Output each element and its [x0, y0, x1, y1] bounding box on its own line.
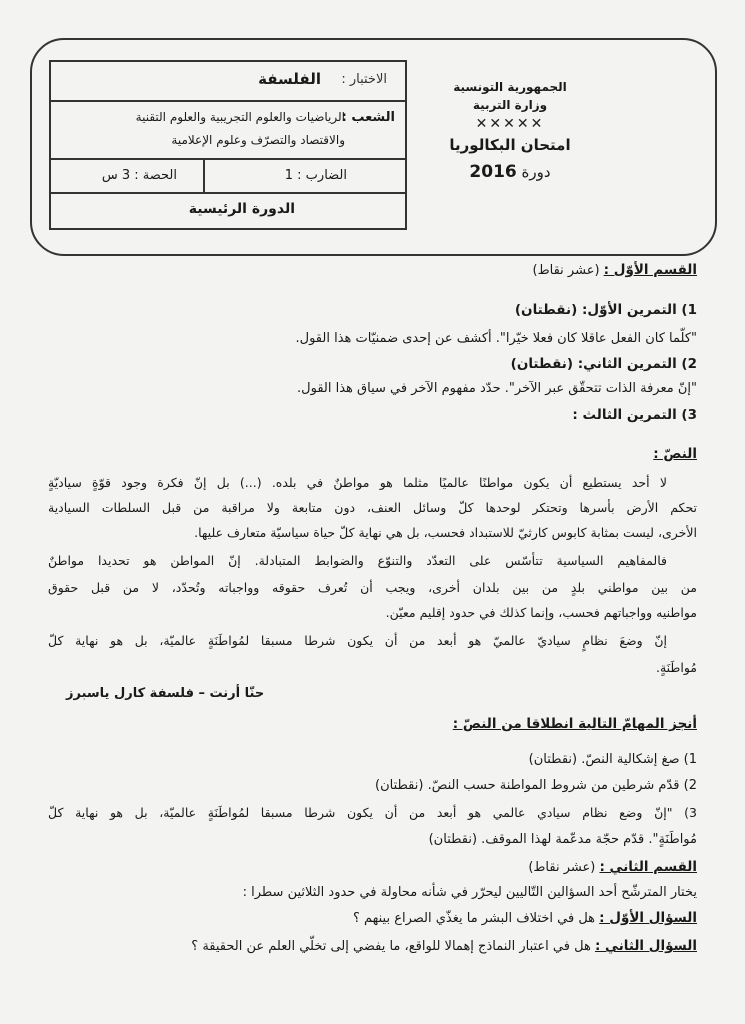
ministry-label: وزارة التربية — [472, 98, 548, 112]
exam-info-table — [49, 60, 407, 230]
session-type: الدورة الرئيسية — [188, 201, 295, 217]
text-p1-l1: لا أحد يستطيع أن يكون مواطنًا عالميًا مثلما هو مواطنٌ في بلده. (...) بل إنّ فكرة وجود قوّةٍ سياديّةٍ — [48, 475, 667, 490]
part2-points: (عشر نقاط) — [528, 860, 596, 875]
duration: الحصة : 3 س — [101, 168, 177, 183]
text-title: النصّ : — [653, 446, 697, 462]
ex3-title: 3) التمرين الثالث : — [572, 407, 697, 423]
part1-points: (عشر نقاط) — [532, 263, 600, 278]
question-1-text: هل في اختلاف البشر ما يغذّي الصراع بينهم ؟ — [352, 911, 596, 926]
subject-row — [51, 62, 405, 102]
sections-line2: والاقتصاد والتصرّف وعلوم الإعلامية — [171, 133, 345, 147]
tasks-title: أنجز المهامّ التالية انطلاقا من النصّ : — [452, 716, 697, 732]
question-2 — [191, 938, 697, 954]
coefficient: الضارب : 1 — [284, 168, 347, 183]
ex2-title: 2) التمرين الثاني: (نقطتان) — [510, 356, 697, 372]
ex1-title: 1) التمرين الأوّل: (نقطتان) — [514, 302, 697, 318]
question-2-text: هل في اعتبار النماذج إهمالا للواقع، ما يفضي إلى تخلّي العلم عن الحقيقة ؟ — [191, 939, 591, 954]
sections-line1: الرياضيات والعلوم التجريبية والعلوم التقنية — [135, 110, 345, 124]
task-3-l2: مُواطَنَةٍ". قدّم حجّة مدعّمة لهذا الموقف. (نقطتان) — [428, 832, 697, 847]
coefficient-row — [51, 160, 405, 194]
part1-title: القسم الأوّل : — [603, 262, 697, 278]
part2-title: القسم الثاني : — [599, 859, 697, 875]
republic-label: الجمهورية التونسية — [453, 80, 567, 94]
text-p1-l3: الأخرى، ليست بمثابة كابوس كارثيّ للاستبداد فحسب، بل هي نهاية كلّ حياة سياسيّة متعارف عليها. — [194, 525, 697, 540]
text-p3-l1: إنّ وضعَ نظامٍ سياديّ عالميّ هو أبعد من أن يكون شرطا مسبقا لمُواطَنَةٍ عالميّة، بل هو نهاية كلّ — [48, 633, 667, 648]
sections-row — [51, 102, 405, 160]
text-p3-l2: مُواطَنَةٍ. — [655, 660, 697, 675]
part2-heading — [528, 859, 697, 875]
question-1 — [353, 910, 697, 926]
question-1-label: السؤال الأوّل : — [599, 910, 697, 926]
session-type-row — [51, 194, 405, 228]
session-year: 2016 — [469, 162, 517, 182]
part1-heading — [533, 262, 697, 278]
task-3-l1: 3) "إنّ وضع نظام سيادي عالمي هو أبعد من أن يكون شرطا مسبقا لمُواطَنَةٍ عالميّة، بل هو نهاية كلّ — [48, 805, 697, 820]
header-right — [420, 80, 600, 182]
text-p2-l1: فالمفاهيم السياسية تتأسّس على التعدّد والتنوّع والضوابط المتبادلة. إنّ المواطن هو تحديدا مواطنٌ — [48, 553, 667, 568]
text-p2-l2: من بين مواطني بلدٍ من بين بلدان أخرى، ويجب أن تُعرف حقوقه وواجباته وتُحدّد، لا من قبل حقوق — [48, 580, 697, 595]
subject-value: الفلسفة — [258, 70, 321, 88]
text-p1-l2: تحكم الأرض بأسرها وتحتكر لوحدها كلّ وسائل العنف، دون متابعة ولا مراقبة من قبل السلطات السيادية — [48, 500, 697, 515]
exam-name: امتحان البكالوريا — [449, 136, 571, 154]
subject-label: الاختبار : — [341, 72, 387, 87]
session-label: دورة — [521, 163, 551, 181]
part2-instruction: يختار المترشّح أحد السؤالين التّاليين ليحرّر في شأنه محاولة في حدود الثلاثين سطرا : — [242, 885, 697, 900]
ornament-icon: ✕✕✕✕✕ — [475, 116, 545, 132]
session-line — [420, 162, 600, 182]
sections-label: الشعب : — [341, 110, 395, 125]
text-signature: حنّا أرنت – فلسفة كارل ياسبرز — [66, 686, 265, 701]
task-1: 1) صغ إشكالية النصّ. (نقطتان) — [528, 752, 697, 767]
task-2: 2) قدّم شرطين من شروط المواطنة حسب النصّ. (نقطتان) — [375, 778, 697, 793]
question-2-label: السؤال الثاني : — [594, 938, 697, 954]
ex2-text: "إنّ معرفة الذات تتحقّق عبر الآخر". حدّد مفهوم الآخر في سياق هذا القول. — [297, 381, 697, 396]
ex1-text: "كلّما كان الفعل عاقلا كان فعلا خيّرا". أكشف عن إحدى ضمنيّات هذا القول. — [295, 331, 697, 346]
text-p2-l3: مواطنيه وواجباتهم فحسب، وإنما كذلك في حدود إقليم معيّن. — [385, 605, 697, 620]
